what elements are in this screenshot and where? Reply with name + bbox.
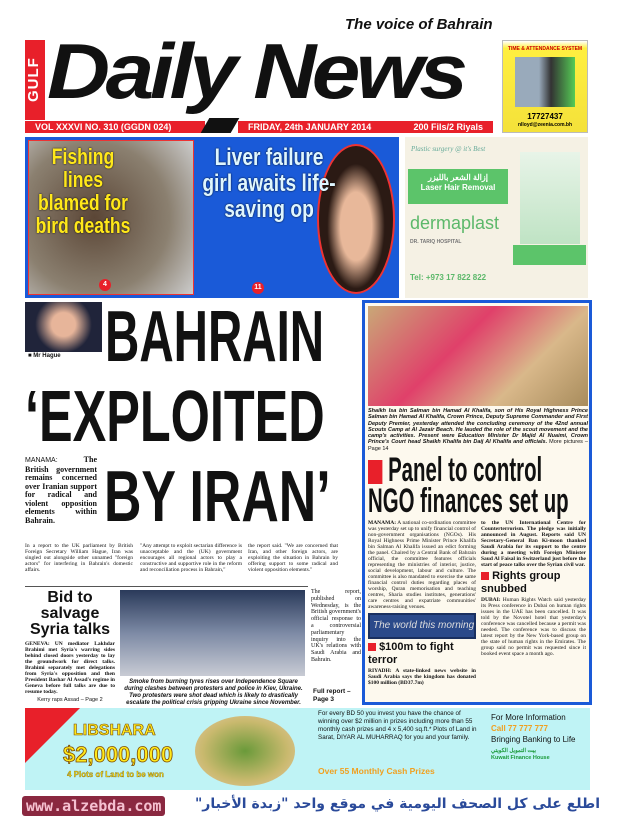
lead-col-2: "Any attempt to exploit sectarian difference is unacceptable and the (UK) government encourages all regional actors to play a constructive and supportive role in the reform and reconciliation process in Bahrain," (140, 543, 242, 573)
contact-strip (513, 245, 586, 265)
date-bar (238, 121, 493, 133)
building-image (520, 152, 580, 244)
teaser-headline[interactable]: Liver failure girl awaits life-saving op (202, 144, 336, 223)
masthead-title: Daily News (47, 27, 464, 115)
terror-text: A state-linked news website in Saudi Arabia says the kingdom has donated $100 million (BD37.7m) (368, 668, 476, 687)
intro-text: The British government remains concerned over Iranian support for radical and violent opposition elements within Bahrain. (25, 455, 97, 525)
hague-photo (25, 302, 102, 352)
page-ref[interactable]: Kerry raps Assad – Page 2 (37, 697, 103, 703)
ad-email: nlloyd@zeenia.com.bh (517, 122, 573, 128)
dateline: RIYADH: (368, 668, 392, 675)
arabic-promo: اطلع على كل الصحف اليومية في موقع واحد "زبدة الأخبار" (194, 796, 600, 812)
lead-col-4: The report, published on Wednesday, is the British government's official response to a controversial parliamentary inquiry into the UK's relations with Saudi Arabia and Bahrain. (311, 589, 361, 663)
headline-text: Rights group snubbed (481, 570, 561, 596)
money-land-image (195, 716, 295, 786)
rights-headline[interactable] (481, 570, 586, 596)
lead-col-1: In a report to the UK parliament by British Foreign Secretary William Hague, Iran was singled out alongside other unnamed "foreign actors" for interfering in Bahrain's domestic affairs. (25, 543, 133, 573)
headline-text: Panel to control NGO finances set up (368, 451, 569, 521)
scouts-photo (368, 306, 588, 406)
prize-amount: $2,000,000 (63, 742, 174, 767)
libshara-ad[interactable] (25, 708, 590, 790)
ad-slogan: Plastic surgery @ it's Best (411, 145, 486, 153)
site-url[interactable]: www.alzebda.com (22, 796, 165, 816)
libshara-brand: LIBSHARA (73, 722, 156, 739)
caption-text: Shaikh Isa bin Salman bin Hamad Al Khalifa, son of His Royal Highness Prince Salman bin Hamad Al Khalifa, Crown Prince, Deputy Supreme Commander and First Deputy Premier, yesterday attended the concluding ceremony of the 42nd annual Scouts Camp at Al Jazair Beach. He lauded the role of the scout movement and the camp's activities. Present were Education Minister Dr Majid Al Nuaimi, Crown Prince's Court head Shaikh Khalifa bin Daij Al Khalifa and officials. (368, 408, 588, 446)
gulf-logo-tab: GULF (25, 40, 45, 120)
lead-headline-1: BAHRAIN (105, 297, 325, 377)
panel-text (368, 520, 476, 610)
ad-phone: 17727437 (527, 112, 563, 121)
attendance-ad[interactable] (502, 40, 588, 133)
volume-bar: VOL XXXVI NO. 310 (GGDN 024) (25, 121, 205, 133)
caption-text: Mr Hague (33, 353, 61, 359)
ad-title: TIME & ATTENDANCE SYSTEM (507, 46, 583, 52)
dateline: MANAMA: (368, 520, 397, 527)
syria-headline[interactable]: Bid to salvage Syria talks (29, 589, 111, 638)
dateline: MANAMA: (25, 457, 58, 464)
syria-text: UN mediator Lakhdar Brahimi met Syria's warring sides behind closed doors yesterday to lay the groundwork for direct talks. Brahimi separately met delegations from Syria's opposition and then President Bashar Al Assad's regime in Geneva before full talks are due to resume today. (25, 641, 115, 695)
arabic-text: إزالة الشعر بالليزر (428, 173, 488, 182)
full-report-link[interactable]: Full report – Page 3 (313, 688, 351, 703)
tagline: The voice of Bahrain (345, 16, 493, 33)
panel-body: A national co-ordination committee was yesterday set up to unify financial control of non-government organisations (NGOs). His Royal Highness Prime Minister Prince Khalifa bin Salman Al Khalifa issued an edict forming the panel. Chaired by a Central Bank of Bahrain official, the committee features officials representing the ministries of interior, justice, social development, labour and culture. The committee is also mandated to exercise the same financial control duties regarding places of worship, Quran memorisation and teaching centres, Sharia studies institutes, generations' care centres and expatriate communities' awareness-raising venues. (368, 520, 476, 611)
photo-caption: ■ Mr Hague (28, 353, 61, 359)
rights-text: Human Rights Watch said yesterday its Press conference in Dubai on human rights issues in the UAE has been cancelled. It was told by the Novotel hotel that yesterday's conference was cancelled because a permit was needed. The conference was to discuss the latest report by the New York-based group on the state of human rights in the Emirates. The group said no permit was requested since it booked event space a month ago. (481, 597, 586, 658)
red-square-icon (481, 572, 489, 580)
bank-name: Kuwait Finance House (491, 755, 550, 761)
dateline: GENEVA: (25, 641, 50, 647)
info-block (491, 712, 583, 762)
lead-headline-2: ‘EXPLOITED (25, 377, 325, 457)
bank-arabic: بيت التمويل الكويتي (491, 748, 537, 754)
dateline: DUBAI: (481, 597, 501, 604)
syria-story (25, 590, 115, 704)
scouts-caption (368, 408, 588, 452)
footer-banner[interactable] (0, 790, 632, 828)
service-text: Laser Hair Removal (420, 183, 496, 192)
kiev-caption: Smoke from burning tyres rises over Independence Square during clashes between protesters and police in Kiev, Ukraine. Two protesters were shot dead which is likely to drastically escalate the political crisis gripping Ukraine since November. (124, 679, 303, 706)
dermaplast-ad[interactable] (405, 137, 588, 298)
teaser-strip (25, 137, 399, 298)
teaser-headline: Fishing lines blamed for bird deaths (35, 144, 131, 238)
price: 200 Fils/2 Riyals (413, 122, 483, 132)
kiev-photo (120, 590, 305, 676)
lead-headline-3: BY IRAN’ (104, 457, 331, 537)
page-badge: 11 (252, 282, 264, 294)
bar-divider (201, 118, 240, 133)
plots-text: 4 Plots of Land to be won (67, 770, 164, 779)
right-news-box (362, 300, 592, 705)
terror-cont: to the UN International Centre for Counterterrorism. The pledge was initially announced in August. Reports said UN Secretary-General Ban Ki-moon thanked Saudi Arabia for its support to the centre during a meeting with Foreign Minister Saud Al Faisal in Switzerland just before the start of peace talks over the Syrian civil war. (481, 520, 586, 569)
red-square-icon (368, 643, 376, 651)
teaser-bird[interactable] (28, 140, 194, 295)
divider (25, 586, 308, 587)
panel-headline[interactable] (368, 451, 590, 521)
issue-date: FRIDAY, 24th JANUARY 2014 (248, 122, 372, 132)
device-image (515, 57, 575, 107)
ad-text: For every BD 50 you invest you have the chance of winning over $2 million in prizes including more than 55 monthly cash prizes and 4 x 5,400 sq.ft.* Plots of Land in Sarat, DIYAR AL MUHARRAQ for you and your family. (318, 710, 477, 741)
page-ref[interactable]: More pictures – Page 14 (368, 439, 588, 452)
call-number[interactable]: Call 77 777 777 (491, 724, 548, 733)
headline-text: $100m to fight terror (368, 641, 454, 667)
terror-headline[interactable] (368, 641, 476, 667)
monthly-prizes: Over 55 Monthly Cash Prizes (318, 766, 435, 776)
ad-phone: Tel: +973 17 822 822 (410, 273, 487, 282)
laser-banner (408, 169, 508, 204)
info-label: For More Information (491, 713, 566, 722)
bank-slogan: Bringing Banking to Life (491, 735, 576, 744)
brand: dermaplast (410, 213, 500, 233)
red-square-icon (368, 460, 382, 484)
lead-col-3: the report said. "We are concerned that Iran, and other foreign actors, are exploiting the situation in Bahrain by offering support to some radical and violent opposition elements." (248, 543, 338, 573)
page-badge: 4 (99, 279, 111, 291)
clinic: DR. TARIQ HOSPITAL (410, 239, 462, 245)
lead-intro (25, 456, 97, 525)
world-this-morning-banner[interactable]: The world this morning (368, 613, 476, 639)
